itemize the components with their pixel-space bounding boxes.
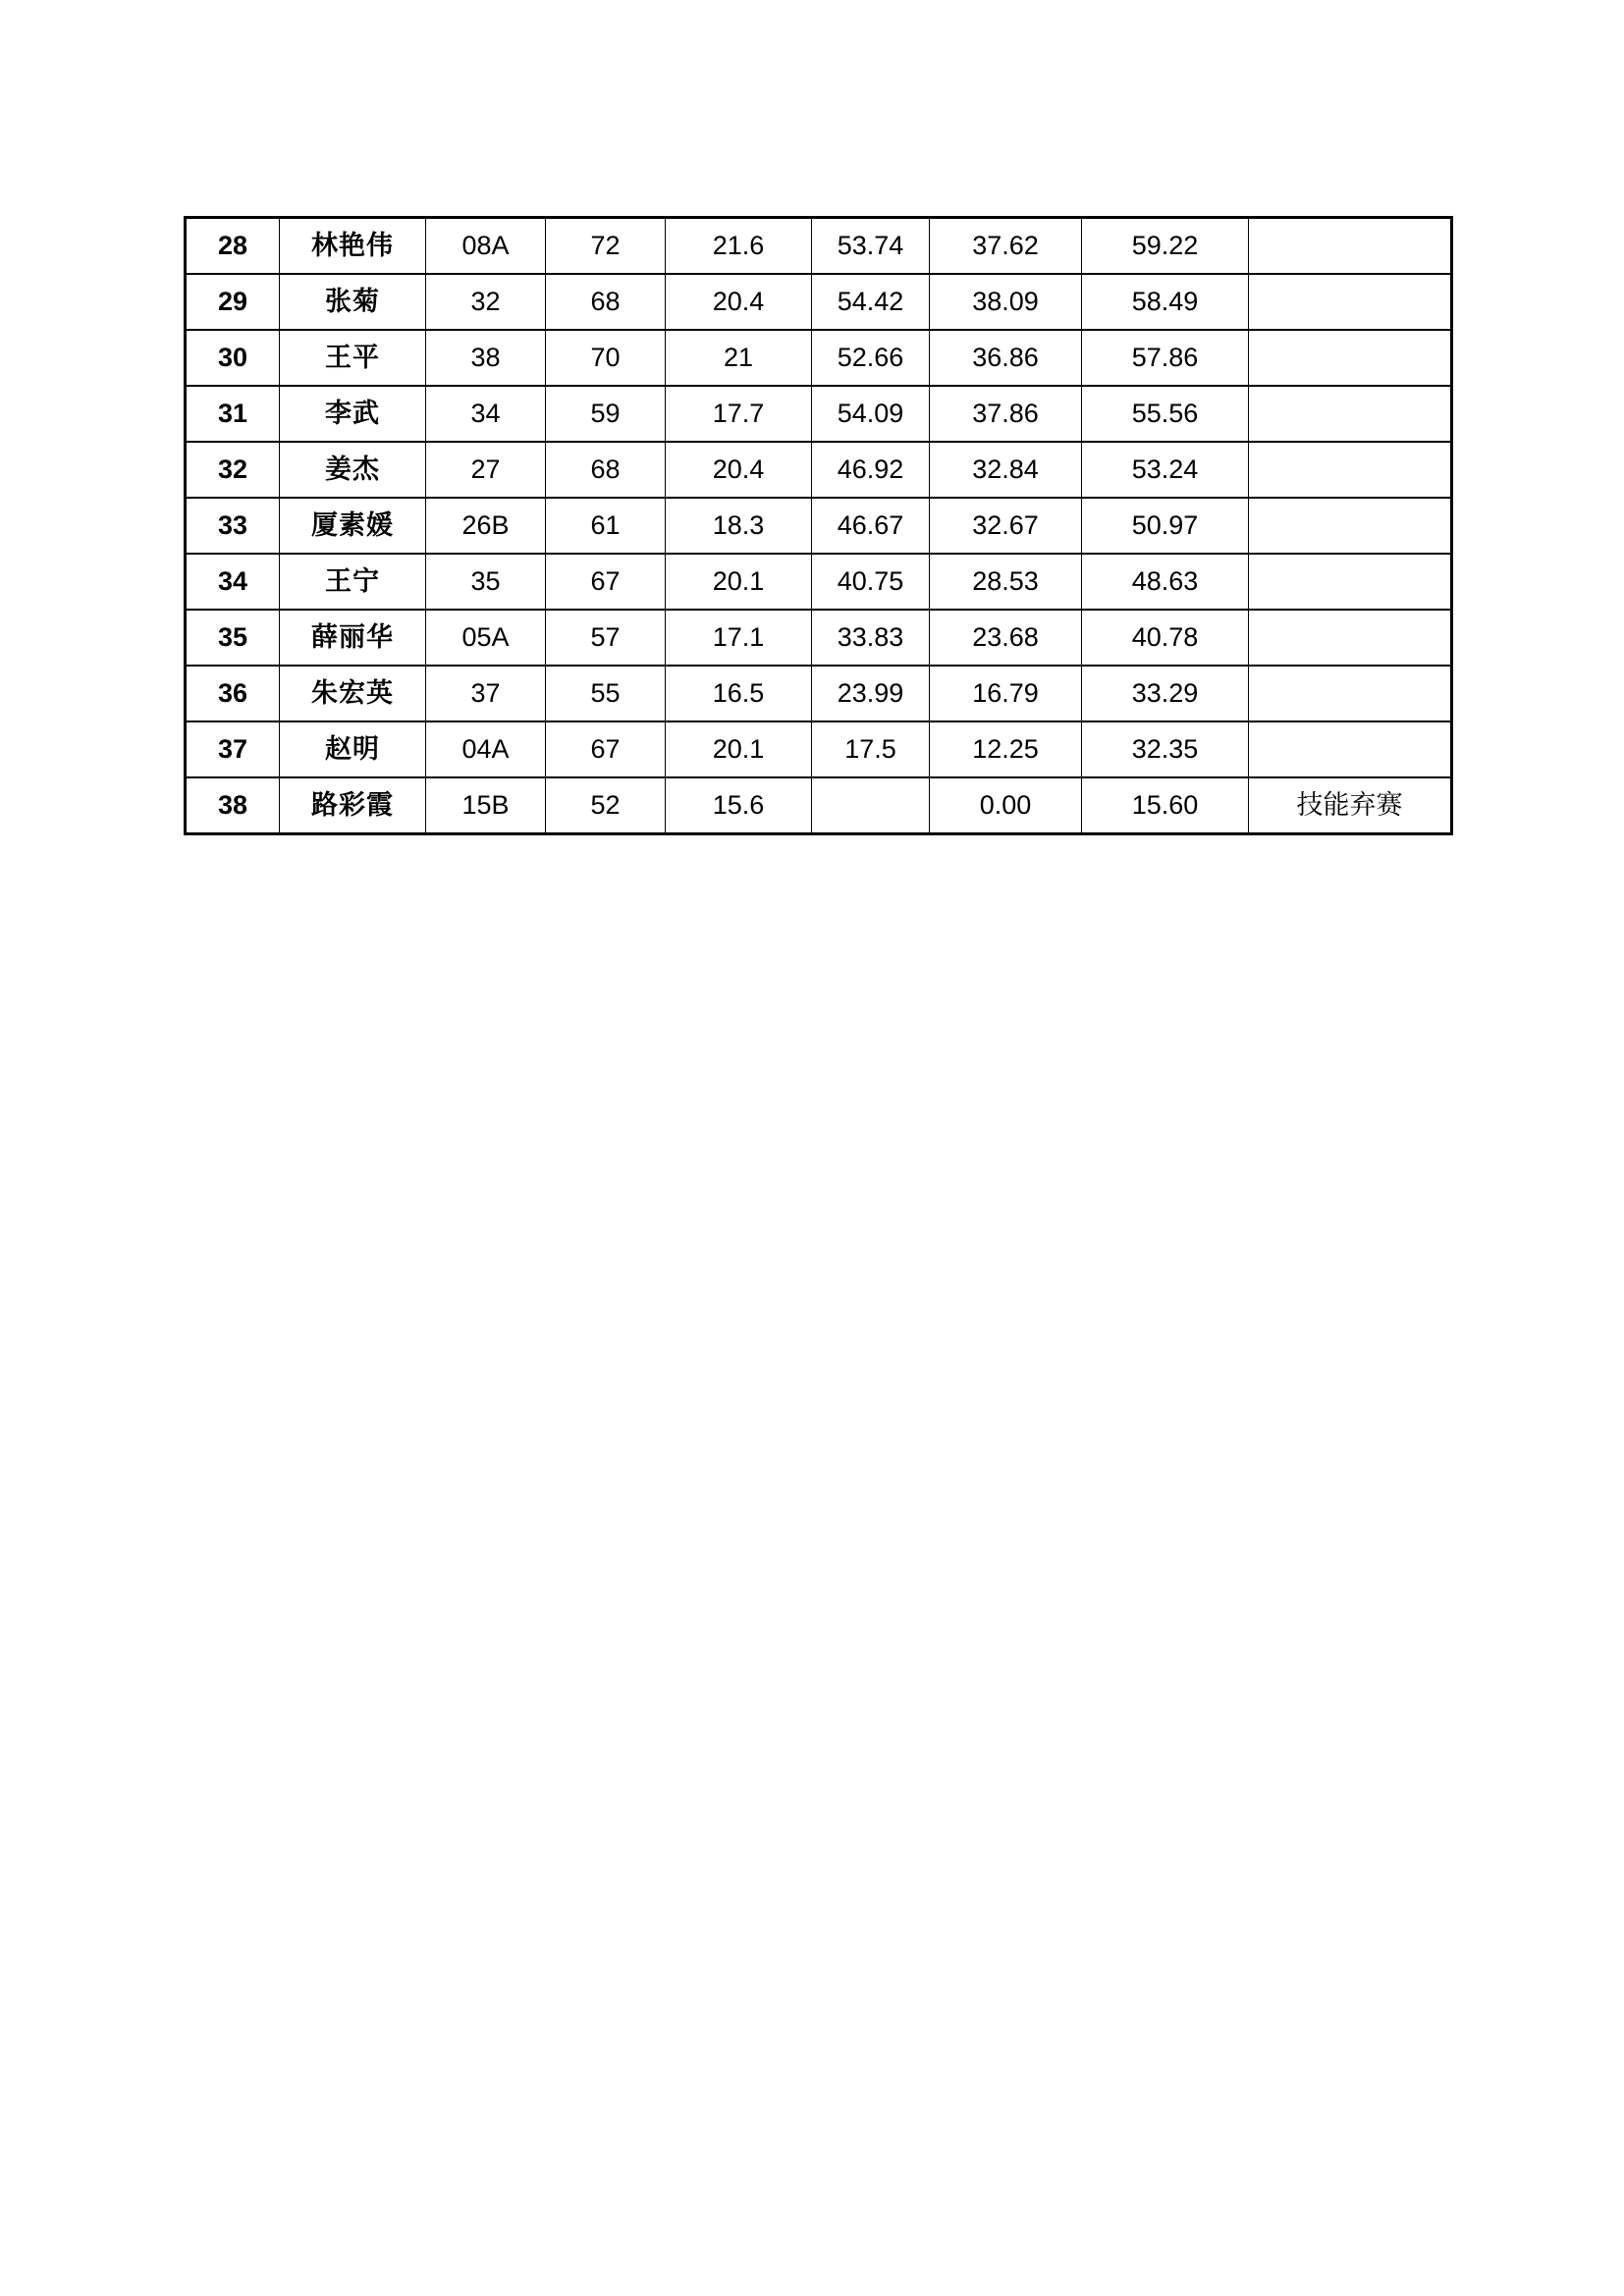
cell-score-1: 72 [546, 218, 666, 275]
cell-code: 35 [426, 554, 546, 610]
cell-score-4: 12.25 [930, 721, 1082, 777]
table-row [186, 386, 1452, 442]
cell-code: 37 [426, 666, 546, 721]
cell-score-5: 32.35 [1082, 721, 1249, 777]
table-row [186, 442, 1452, 498]
cell-score-1: 52 [546, 777, 666, 834]
cell-score-1: 67 [546, 554, 666, 610]
cell-score-4: 16.79 [930, 666, 1082, 721]
cell-remark: 技能弃赛 [1249, 777, 1452, 834]
cell-name: 李武 [280, 386, 426, 442]
cell-score-1: 68 [546, 274, 666, 330]
cell-name: 朱宏英 [280, 666, 426, 721]
cell-score-3: 17.5 [812, 721, 930, 777]
cell-name: 张菊 [280, 274, 426, 330]
table-row [186, 666, 1452, 721]
cell-score-5: 50.97 [1082, 498, 1249, 554]
cell-name: 路彩霞 [280, 777, 426, 834]
table-row [186, 777, 1452, 834]
cell-score-3: 52.66 [812, 330, 930, 386]
cell-score-4: 37.86 [930, 386, 1082, 442]
cell-remark [1249, 274, 1452, 330]
cell-remark [1249, 386, 1452, 442]
cell-score-5: 53.24 [1082, 442, 1249, 498]
cell-score-3: 46.67 [812, 498, 930, 554]
cell-row-number: 29 [186, 274, 280, 330]
cell-code: 05A [426, 610, 546, 666]
cell-score-2: 20.1 [666, 554, 812, 610]
score-table [184, 216, 1453, 835]
cell-remark [1249, 666, 1452, 721]
cell-score-4: 37.62 [930, 218, 1082, 275]
table-row [186, 498, 1452, 554]
cell-name: 厦素媛 [280, 498, 426, 554]
cell-score-2: 17.7 [666, 386, 812, 442]
cell-score-1: 67 [546, 721, 666, 777]
table-row [186, 610, 1452, 666]
cell-score-1: 59 [546, 386, 666, 442]
cell-score-1: 68 [546, 442, 666, 498]
cell-score-4: 0.00 [930, 777, 1082, 834]
cell-score-2: 18.3 [666, 498, 812, 554]
cell-score-4: 23.68 [930, 610, 1082, 666]
cell-score-3: 54.42 [812, 274, 930, 330]
cell-code: 08A [426, 218, 546, 275]
table-row [186, 274, 1452, 330]
cell-score-2: 20.1 [666, 721, 812, 777]
cell-row-number: 38 [186, 777, 280, 834]
table-row [186, 330, 1452, 386]
cell-row-number: 34 [186, 554, 280, 610]
cell-score-4: 32.84 [930, 442, 1082, 498]
cell-row-number: 37 [186, 721, 280, 777]
cell-score-4: 32.67 [930, 498, 1082, 554]
cell-row-number: 35 [186, 610, 280, 666]
cell-name: 姜杰 [280, 442, 426, 498]
cell-score-1: 55 [546, 666, 666, 721]
cell-score-3: 40.75 [812, 554, 930, 610]
cell-score-3: 54.09 [812, 386, 930, 442]
cell-score-3: 33.83 [812, 610, 930, 666]
cell-score-5: 48.63 [1082, 554, 1249, 610]
cell-score-2: 15.6 [666, 777, 812, 834]
cell-code: 27 [426, 442, 546, 498]
cell-score-5: 33.29 [1082, 666, 1249, 721]
cell-code: 15B [426, 777, 546, 834]
cell-score-4: 28.53 [930, 554, 1082, 610]
cell-score-3: 53.74 [812, 218, 930, 275]
cell-row-number: 31 [186, 386, 280, 442]
cell-code: 32 [426, 274, 546, 330]
cell-remark [1249, 610, 1452, 666]
cell-row-number: 32 [186, 442, 280, 498]
cell-code: 38 [426, 330, 546, 386]
cell-score-1: 57 [546, 610, 666, 666]
cell-remark [1249, 442, 1452, 498]
cell-score-3: 46.92 [812, 442, 930, 498]
cell-score-4: 36.86 [930, 330, 1082, 386]
cell-remark [1249, 218, 1452, 275]
cell-score-3: 23.99 [812, 666, 930, 721]
cell-score-5: 57.86 [1082, 330, 1249, 386]
cell-code: 34 [426, 386, 546, 442]
cell-name: 王平 [280, 330, 426, 386]
cell-score-5: 40.78 [1082, 610, 1249, 666]
cell-remark [1249, 554, 1452, 610]
table-row [186, 554, 1452, 610]
cell-score-5: 15.60 [1082, 777, 1249, 834]
cell-score-2: 20.4 [666, 274, 812, 330]
cell-name: 林艳伟 [280, 218, 426, 275]
cell-row-number: 33 [186, 498, 280, 554]
cell-remark [1249, 330, 1452, 386]
table-row [186, 218, 1452, 275]
cell-code: 26B [426, 498, 546, 554]
cell-name: 赵明 [280, 721, 426, 777]
cell-score-2: 16.5 [666, 666, 812, 721]
cell-row-number: 28 [186, 218, 280, 275]
cell-score-5: 59.22 [1082, 218, 1249, 275]
cell-row-number: 30 [186, 330, 280, 386]
table-row [186, 721, 1452, 777]
cell-row-number: 36 [186, 666, 280, 721]
cell-score-1: 61 [546, 498, 666, 554]
cell-score-5: 55.56 [1082, 386, 1249, 442]
cell-score-5: 58.49 [1082, 274, 1249, 330]
cell-code: 04A [426, 721, 546, 777]
cell-score-2: 21.6 [666, 218, 812, 275]
cell-remark [1249, 498, 1452, 554]
cell-name: 王宁 [280, 554, 426, 610]
cell-score-2: 21 [666, 330, 812, 386]
cell-score-1: 70 [546, 330, 666, 386]
cell-remark [1249, 721, 1452, 777]
cell-score-4: 38.09 [930, 274, 1082, 330]
cell-score-3 [812, 777, 930, 834]
cell-score-2: 17.1 [666, 610, 812, 666]
cell-score-2: 20.4 [666, 442, 812, 498]
cell-name: 薛丽华 [280, 610, 426, 666]
